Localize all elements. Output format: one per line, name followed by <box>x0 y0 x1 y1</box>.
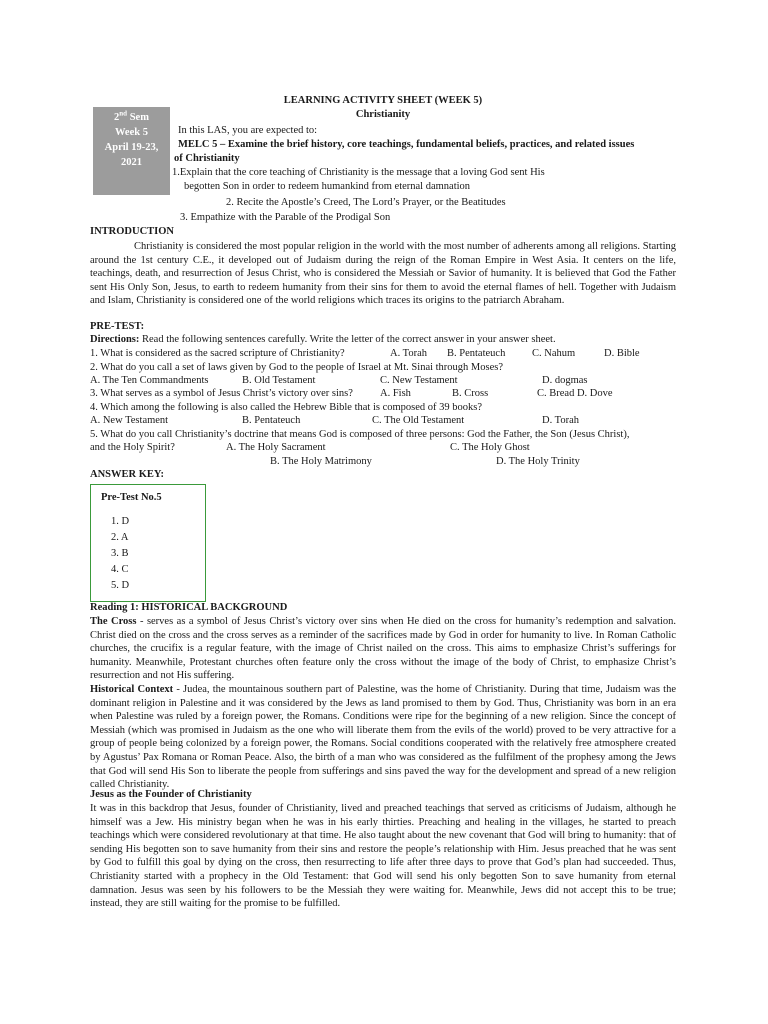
founder-paragraph: It was in this backdrop that Jesus, founder of Christianity, lived and preached teachings that served as criticisms of Judaism, although he himself was a Jew. His ministry began when he was in his early thirties. Preaching and healing in the villages, he started to preach teachings which were considered revolutionary at that time. He also taught about the new covenant that God will bring to humanity: that of sending His begotten son to save humanity from their sins and restore the people’s relationship with Him. Jesus preached that he was sent by God to fulfill this goal by dying on the cross, then resurrecting to life after three days to prove that God’s plan had succeeded. Thus, Christianity started with a prophecy in the Old Testament: that God will send his only begotten Son to save humanity from eternal damnation. Jesus was seen by his followers to be the Messiah they were waiting for. Meanwhile, Jews did not accept this to be true; instead, they are still waiting for the promise to be fulfilled. <box>90 803 676 910</box>
melc-line1: MELC 5 – Examine the brief history, core teachings, fundamental beliefs, practices, and related issues <box>178 139 635 150</box>
answer-item: 2. A <box>111 532 129 543</box>
question-1: 1. What is considered as the sacred scripture of Christianity? A. Torah B. Pentateuch C. Nahum D. Bible <box>90 348 640 359</box>
question-2: 2. What do you call a set of laws given by God to the people of Israel at Mt. Sinai through Moses? <box>90 362 504 373</box>
answer-key-title: Pre-Test No.5 <box>101 492 162 503</box>
objective-1-cont: begotten Son in order to redeem humankind from eternal damnation <box>184 181 471 192</box>
pretest-heading: PRE-TEST: <box>90 321 145 332</box>
page-title: LEARNING ACTIVITY SHEET (WEEK 5) <box>283 95 483 106</box>
semester-box <box>93 107 170 195</box>
introduction-heading: INTRODUCTION <box>90 226 175 237</box>
question-5: 5. What do you call Christianity’s doctrine that means God is composed of three persons: God the Father, the Son (Jesus Christ), <box>90 429 630 440</box>
pretest-directions: Directions: Read the following sentences carefully. Write the letter of the correct answer in your answer sheet. <box>90 334 556 345</box>
objective-3: 3. Empathize with the Parable of the Prodigal Son <box>180 212 391 223</box>
answer-key-heading: ANSWER KEY: <box>90 469 165 480</box>
question-3: 3. What serves as a symbol of Jesus Christ’s victory over sins? A. Fish B. Cross C. Bread D. Dove <box>90 388 613 399</box>
date-label: April 19-23, <box>104 142 159 153</box>
page-subtitle: Christianity <box>355 109 411 120</box>
historical-context-paragraph: Historical Context - Judea, the mountainous southern part of Palestine, was the home of Christianity. During that time, Judaism was the dominant religion in Palestine and it was considered by the Jews as land promised to them by God. Thus, Christianity was born in an era when Palestine was ruled by a foreign power, the Romans. Conditions were ripe for the beginning of a new religion. Since the concept of Messiah (which was promised in Judaism as the one who will liberate them from the evils of the world) proved to be very attractive for a group of people being colonized by a foreign power, the Romans. Social conditions cooperated with the relatively free atmosphere created by Agustus’ Pax Romana or Roman Peace. Also, the birth of a man who was considered as the fulfilment of the prophesy among the Jews that God will send His Son to liberate the people from sufferings and sins paved the way for the development and spread of a new religion called Christianity. <box>90 684 676 791</box>
cross-paragraph: The Cross - serves as a symbol of Jesus Christ’s victory over sins when He died on the cross for humanity’s redemption and salvation. Christ died on the cross and the cross serves as a reminder of the sacrifices made by God in order for humanity to live. In Roman Catholic churches, the crucifix is a regular feature, with the image of Christ nailed on the cross. This aims to emphasize Christ’s sufferings for humanity. Meanwhile, Protestant churches often feature only the cross without the image of the body of Christ, to emphasize Christ’s resurrection and not His suffering. <box>90 616 676 682</box>
answer-item: 1. D <box>111 516 130 527</box>
question-4: 4. Which among the following is also called the Hebrew Bible that is composed of 39 books? <box>90 402 483 413</box>
objectives-intro: In this LAS, you are expected to: <box>178 125 318 136</box>
semester-label: 2nd Sem <box>114 109 149 123</box>
answer-item: 5. D <box>111 580 130 591</box>
reading-heading: Reading 1: HISTORICAL BACKGROUND <box>90 602 288 613</box>
objective-1: 1.Explain that the core teaching of Christianity is the message that a loving God sent His <box>172 167 545 178</box>
answer-key-box <box>90 484 206 602</box>
answer-item: 3. B <box>111 548 129 559</box>
objective-2: 2. Recite the Apostle’s Creed, The Lord’s Prayer, or the Beatitudes <box>226 197 506 208</box>
founder-heading: Jesus as the Founder of Christianity <box>90 789 252 800</box>
answer-list <box>111 514 129 594</box>
question-5-choices-a: and the Holy Spirit? A. The Holy Sacrament C. The Holy Ghost <box>90 442 530 453</box>
melc-line2: of Christianity <box>174 153 240 164</box>
introduction-body: Christianity is considered the most popular religion in the world with the most number of adherents among all religions. Starting around the 1st century C.E., it developed out of Judaism during the reign of the Roman Empire in West Asia. It centers on the life, teachings, death, and resurrection of Jesus Christ, who is considered the Messiah or Savior of humanity. It is believed that God the Father sent His Only Son, Jesus, to earth to redeem humanity from their sins for them to avoid the eternal flames of hell. Together with Judaism and Islam, Christianity is considered one of the world religions which traces its origins to the patriarch Abraham. <box>90 241 676 307</box>
week-label: Week 5 <box>115 127 148 138</box>
year-label: 2021 <box>121 157 142 168</box>
answer-item: 4. C <box>111 564 129 575</box>
